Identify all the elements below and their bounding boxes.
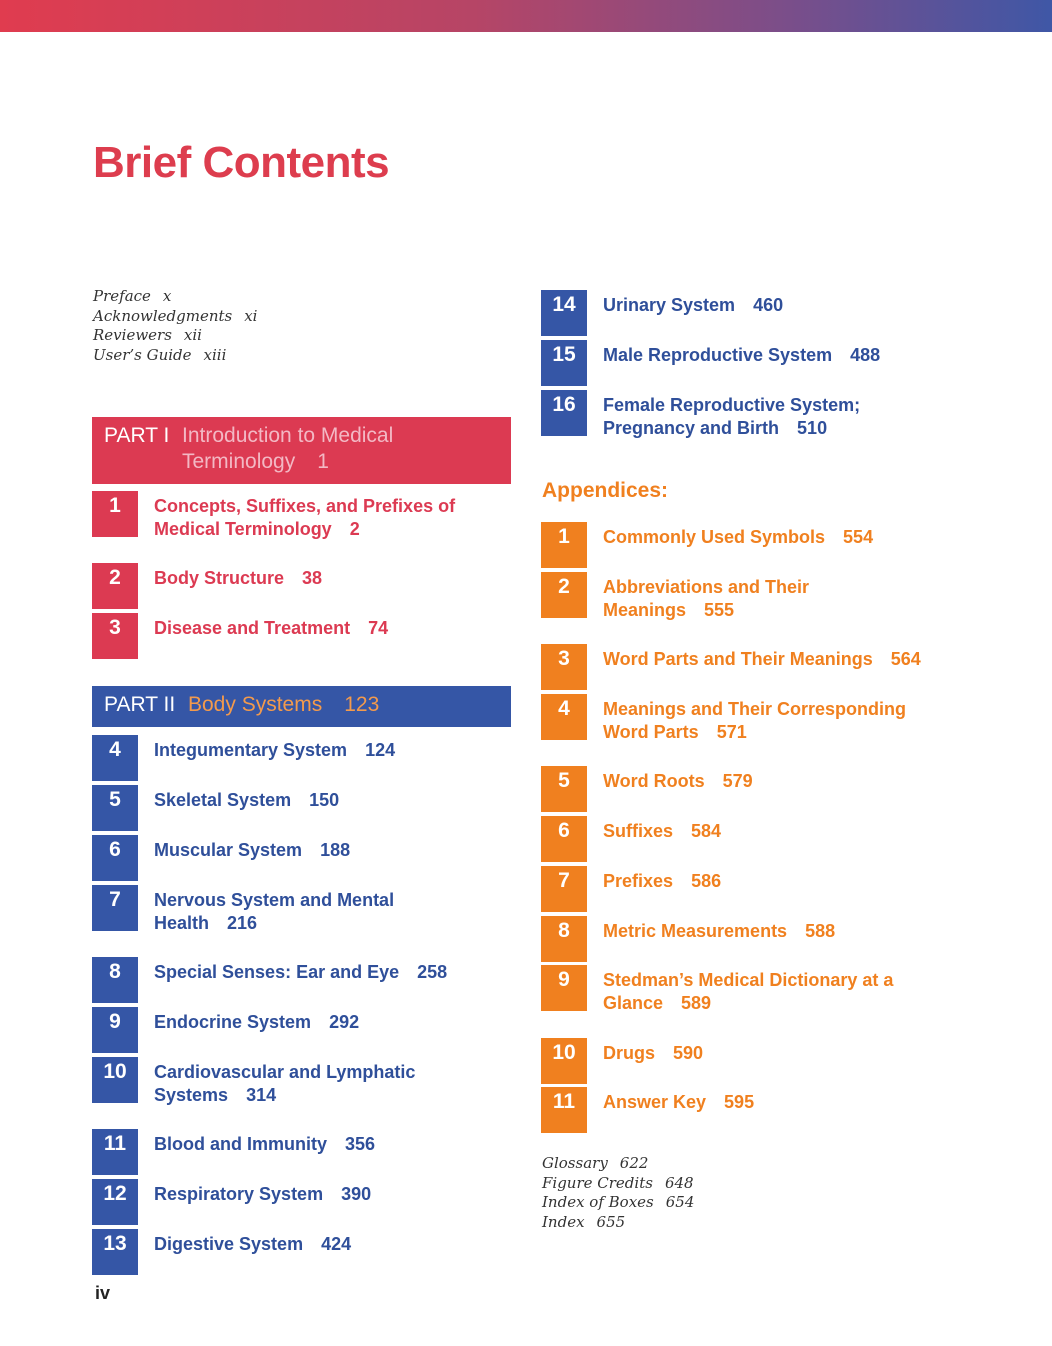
back-matter-item[interactable]: Figure Credits 648 bbox=[542, 1173, 694, 1192]
chapter-page: 2 bbox=[349, 518, 360, 539]
chapter-number-badge: 7 bbox=[92, 885, 138, 931]
chapter-number-badge: 15 bbox=[541, 340, 587, 386]
appendix-page: 554 bbox=[843, 527, 874, 547]
chapter-number-badge: 13 bbox=[92, 1229, 138, 1275]
appendix-title: Commonly Used Symbols 554 bbox=[603, 527, 874, 547]
chapter-title: Nervous System and Mental Health 216 bbox=[154, 890, 395, 933]
appendix-number-badge: 10 bbox=[541, 1038, 587, 1084]
part-label: PART II bbox=[104, 693, 176, 716]
appendix-page: 589 bbox=[681, 992, 712, 1013]
appendix-number-badge: 11 bbox=[541, 1087, 587, 1133]
chapter-page: 292 bbox=[329, 1012, 360, 1032]
chapter-number-badge: 6 bbox=[92, 835, 138, 881]
appendices-heading: Appendices: bbox=[542, 479, 669, 502]
chapter-page: 356 bbox=[345, 1134, 376, 1154]
appendix-number-badge: 8 bbox=[541, 916, 587, 962]
appendix-page: 584 bbox=[691, 821, 722, 841]
chapter-title: Digestive System 424 bbox=[154, 1234, 352, 1254]
chapter-page: 488 bbox=[850, 345, 881, 365]
chapter-title: Skeletal System 150 bbox=[154, 790, 340, 810]
appendix-page: 564 bbox=[890, 649, 921, 669]
part-title: Introduction to Medical Terminology 1 bbox=[182, 424, 394, 473]
chapter-number-badge: 14 bbox=[541, 290, 587, 336]
chapter-page: 150 bbox=[309, 790, 340, 810]
appendix-page: 555 bbox=[704, 599, 735, 620]
appendix-number-badge: 4 bbox=[541, 694, 587, 740]
back-matter-item[interactable]: Index of Boxes 654 bbox=[542, 1193, 695, 1212]
chapter-page: 38 bbox=[302, 568, 323, 588]
appendix-title: Word Roots 579 bbox=[603, 771, 753, 791]
part-title: Body Systems 123 bbox=[188, 693, 380, 716]
appendix-title: Suffixes 584 bbox=[603, 821, 722, 841]
chapter-title: Blood and Immunity 356 bbox=[154, 1134, 376, 1154]
chapter-page: 258 bbox=[417, 962, 448, 982]
back-matter-item[interactable]: Index 655 bbox=[542, 1213, 626, 1232]
part-page: 1 bbox=[317, 450, 329, 473]
chapter-number-badge: 16 bbox=[541, 390, 587, 436]
part-2-header[interactable] bbox=[92, 686, 511, 727]
appendix-title: Answer Key 595 bbox=[603, 1092, 755, 1112]
appendix-number-badge: 3 bbox=[541, 644, 587, 690]
back-matter-list bbox=[542, 1154, 694, 1233]
chapter-title: Female Reproductive System; Pregnancy and Birth 510 bbox=[603, 395, 861, 438]
front-matter-list bbox=[93, 287, 257, 366]
part-1-header[interactable] bbox=[92, 417, 511, 484]
chapter-title: Disease and Treatment 74 bbox=[154, 618, 389, 638]
chapter-number-badge: 10 bbox=[92, 1057, 138, 1103]
chapter-title: Body Structure 38 bbox=[154, 568, 323, 588]
front-matter-item[interactable]: User’s Guide xiii bbox=[93, 346, 227, 365]
chapter-number-badge: 5 bbox=[92, 785, 138, 831]
chapter-title: Respiratory System 390 bbox=[154, 1184, 372, 1204]
appendix-number-badge: 7 bbox=[541, 866, 587, 912]
chapter-number-badge: 11 bbox=[92, 1129, 138, 1175]
appendix-number-badge: 9 bbox=[541, 965, 587, 1011]
top-gradient-bar bbox=[0, 0, 1052, 32]
chapter-title: Male Reproductive System 488 bbox=[603, 345, 881, 365]
chapter-number-badge: 12 bbox=[92, 1179, 138, 1225]
chapter-title: Special Senses: Ear and Eye 258 bbox=[154, 962, 448, 982]
chapter-page: 74 bbox=[368, 618, 389, 638]
appendix-page: 586 bbox=[691, 871, 722, 891]
chapter-number-badge: 8 bbox=[92, 957, 138, 1003]
appendix-number-badge: 1 bbox=[541, 522, 587, 568]
chapter-title: Endocrine System 292 bbox=[154, 1012, 360, 1032]
front-matter-item[interactable]: Acknowledgments xi bbox=[93, 306, 258, 325]
chapter-number-badge: 2 bbox=[92, 563, 138, 609]
chapter-title: Cardiovascular and Lymphatic Systems 314 bbox=[154, 1062, 416, 1105]
appendix-number-badge: 5 bbox=[541, 766, 587, 812]
chapter-page: 390 bbox=[341, 1184, 372, 1204]
chapter-title: Concepts, Suffixes, and Prefixes of Medical Terminology 2 bbox=[154, 496, 456, 539]
appendix-page: 590 bbox=[673, 1043, 704, 1063]
appendix-page: 579 bbox=[722, 771, 753, 791]
chapter-page: 510 bbox=[797, 417, 828, 438]
appendix-title: Word Parts and Their Meanings 564 bbox=[603, 649, 921, 669]
appendix-title: Stedman’s Medical Dictionary at a Glance 589 bbox=[603, 970, 894, 1013]
chapter-page: 188 bbox=[320, 840, 351, 860]
appendix-number-badge: 6 bbox=[541, 816, 587, 862]
appendix-page: 571 bbox=[716, 721, 747, 742]
chapter-title: Muscular System 188 bbox=[154, 840, 351, 860]
appendix-title: Abbreviations and Their Meanings 555 bbox=[603, 577, 810, 620]
page-title: Brief Contents bbox=[93, 138, 390, 187]
part-label: PART I bbox=[104, 424, 170, 447]
page-number: iv bbox=[95, 1283, 111, 1303]
appendix-title: Meanings and Their Corresponding Word Parts 571 bbox=[603, 699, 907, 742]
chapter-page: 124 bbox=[365, 740, 396, 760]
appendix-page: 588 bbox=[805, 921, 836, 941]
chapter-page: 424 bbox=[321, 1234, 352, 1254]
chapter-page: 314 bbox=[246, 1084, 277, 1105]
appendix-number-badge: 2 bbox=[541, 572, 587, 618]
part-page: 123 bbox=[344, 693, 380, 716]
front-matter-item[interactable]: Reviewers xii bbox=[93, 326, 202, 345]
front-matter-item[interactable]: Preface x bbox=[93, 287, 172, 305]
appendix-title: Prefixes 586 bbox=[603, 871, 722, 891]
chapter-title: Urinary System 460 bbox=[603, 295, 784, 315]
appendix-title: Drugs 590 bbox=[603, 1043, 704, 1063]
appendix-title: Metric Measurements 588 bbox=[603, 921, 836, 941]
chapter-number-badge: 3 bbox=[92, 613, 138, 659]
chapter-number-badge: 9 bbox=[92, 1007, 138, 1053]
chapter-number-badge: 1 bbox=[92, 491, 138, 537]
appendix-page: 595 bbox=[724, 1092, 755, 1112]
back-matter-item[interactable]: Glossary 622 bbox=[542, 1154, 649, 1172]
chapter-page: 460 bbox=[753, 295, 784, 315]
chapter-title: Integumentary System 124 bbox=[154, 740, 396, 760]
chapter-number-badge: 4 bbox=[92, 735, 138, 781]
chapter-page: 216 bbox=[227, 912, 258, 933]
